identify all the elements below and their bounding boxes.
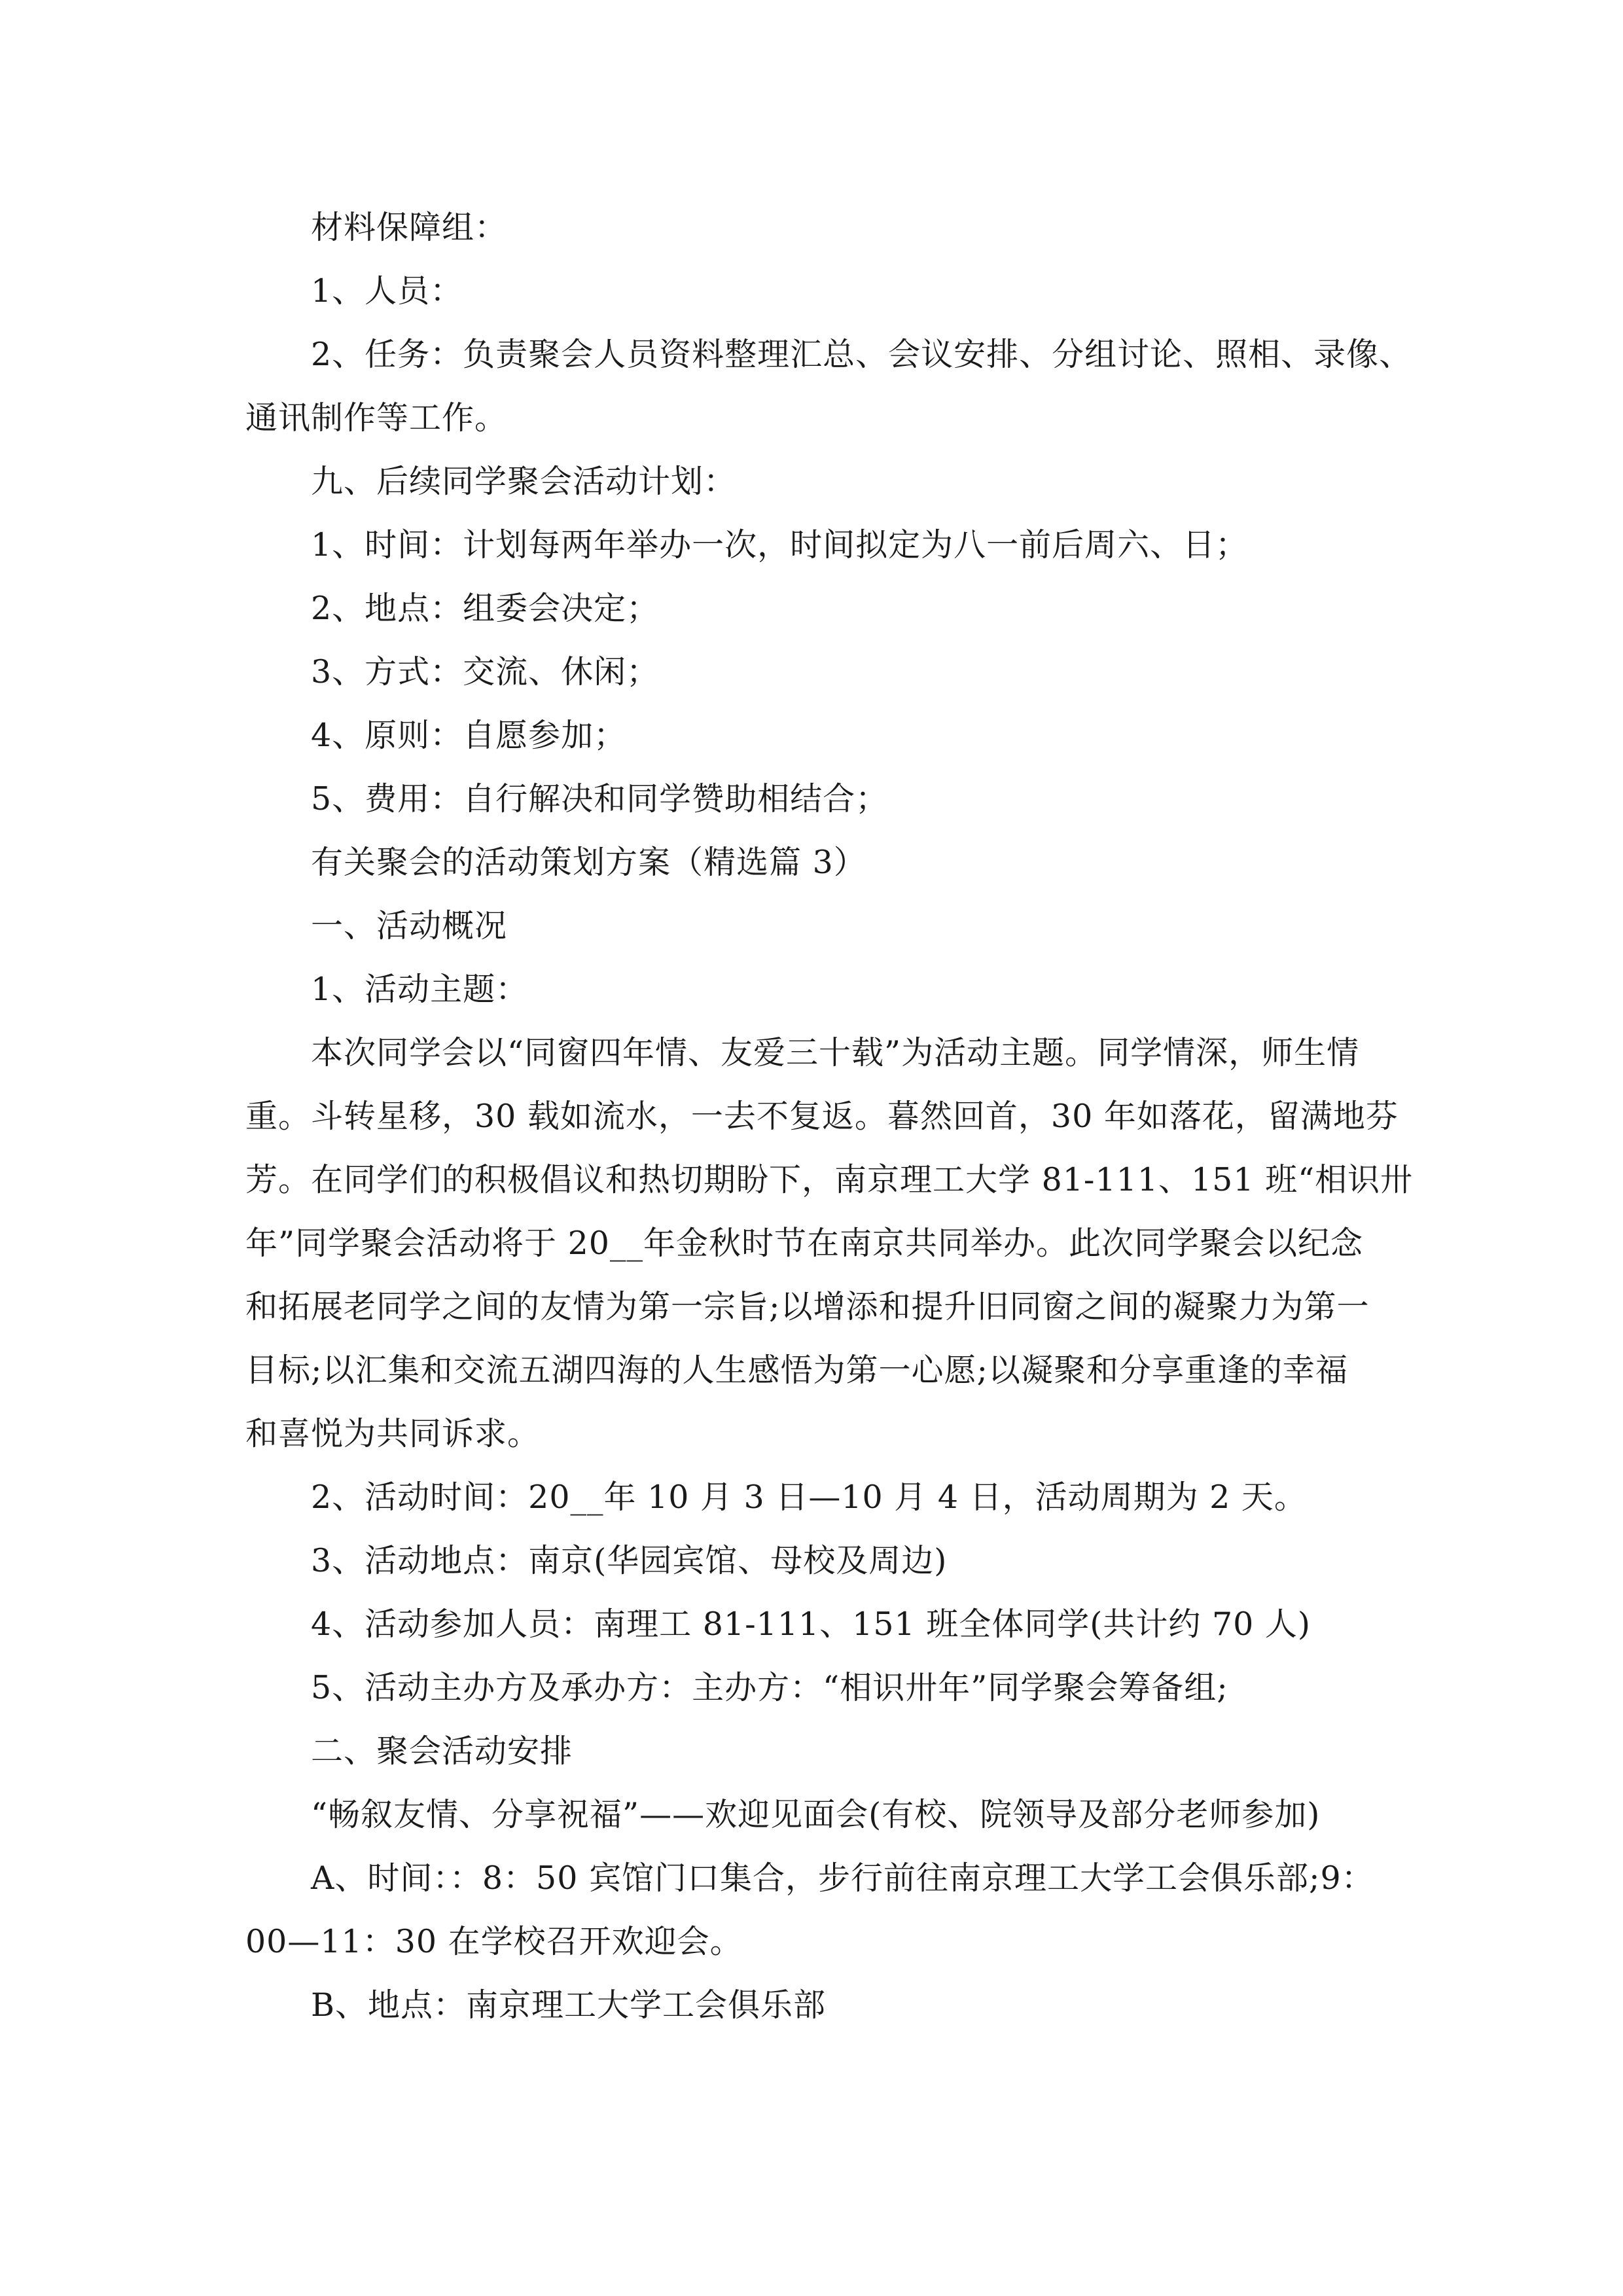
item-participants: 4、活动参加人员：南理工 81-111、151 班全体同学(共计约 70 人) <box>311 1605 1311 1643</box>
heading-activity-overview: 一、活动概况 <box>311 907 508 944</box>
item-tasks-continued: 通讯制作等工作。 <box>245 399 508 437</box>
paragraph-theme-line-1: 本次同学会以“同窗四年情、友爱三十载”为活动主题。同学情深，师生情 <box>311 1034 1360 1071</box>
paragraph-theme-line-2: 重。斗转星移，30 载如流水，一去不复返。暮然回首，30 年如落花，留满地芬 <box>245 1098 1399 1135</box>
item-cost: 5、费用：自行解决和同学赞助相结合； <box>311 780 889 817</box>
heading-reunion-schedule: 二、聚会活动安排 <box>311 1732 573 1770</box>
heading-materials-group: 材料保障组： <box>311 209 508 246</box>
paragraph-theme-line-4: 年”同学聚会活动将于 20__年金秋时节在南京共同举办。此次同学聚会以纪念 <box>245 1225 1363 1262</box>
item-principle: 4、原则：自愿参加； <box>311 717 627 754</box>
item-place: 2、地点：组委会决定； <box>311 590 660 627</box>
item-organizers: 5、活动主办方及承办方：主办方：“相识卅年”同学聚会筹备组; <box>311 1669 1228 1706</box>
paragraph-theme-line-6: 目标;以汇集和交流五湖四海的人生感悟为第一心愿;以凝聚和分享重逢的幸福 <box>245 1352 1349 1389</box>
paragraph-theme-line-7: 和喜悦为共同诉求。 <box>245 1415 541 1452</box>
item-method: 3、方式：交流、休闲； <box>311 653 660 691</box>
item-a-time: A、时间：：8：50 宾馆门口集合，步行前往南京理工大学工会俱乐部;9： <box>311 1859 1374 1897</box>
item-activity-time: 2、活动时间：20__年 10 月 3 日—10 月 4 日，活动周期为 2 天。 <box>311 1479 1307 1516</box>
item-time: 1、时间：计划每两年举办一次，时间拟定为八一前后周六、日； <box>311 526 1249 564</box>
section-title-plan-3: 有关聚会的活动策划方案（精选篇 3） <box>311 844 866 881</box>
paragraph-theme-line-3: 芳。在同学们的积极倡议和热切期盼下，南京理工大学 81-111、151 班“相识卅 <box>245 1161 1414 1198</box>
item-personnel: 1、人员： <box>311 272 463 310</box>
item-activity-location: 3、活动地点：南京(华园宾馆、母校及周边) <box>311 1542 948 1579</box>
paragraph-theme-line-5: 和拓展老同学之间的友情为第一宗旨;以增添和提升旧同窗之间的凝聚力为第一 <box>245 1288 1370 1325</box>
item-b-location: B、地点：南京理工大学工会俱乐部 <box>311 1986 827 2024</box>
item-activity-theme: 1、活动主题： <box>311 971 529 1008</box>
item-welcome-meeting: “畅叙友情、分享祝福”——欢迎见面会(有校、院领导及部分老师参加) <box>311 1796 1321 1833</box>
item-a-time-continued: 00—11：30 在学校召开欢迎会。 <box>245 1923 743 1960</box>
heading-followup-plan: 九、后续同学聚会活动计划： <box>311 463 737 500</box>
item-tasks: 2、任务：负责聚会人员资料整理汇总、会议安排、分组讨论、照相、录像、 <box>311 336 1412 373</box>
